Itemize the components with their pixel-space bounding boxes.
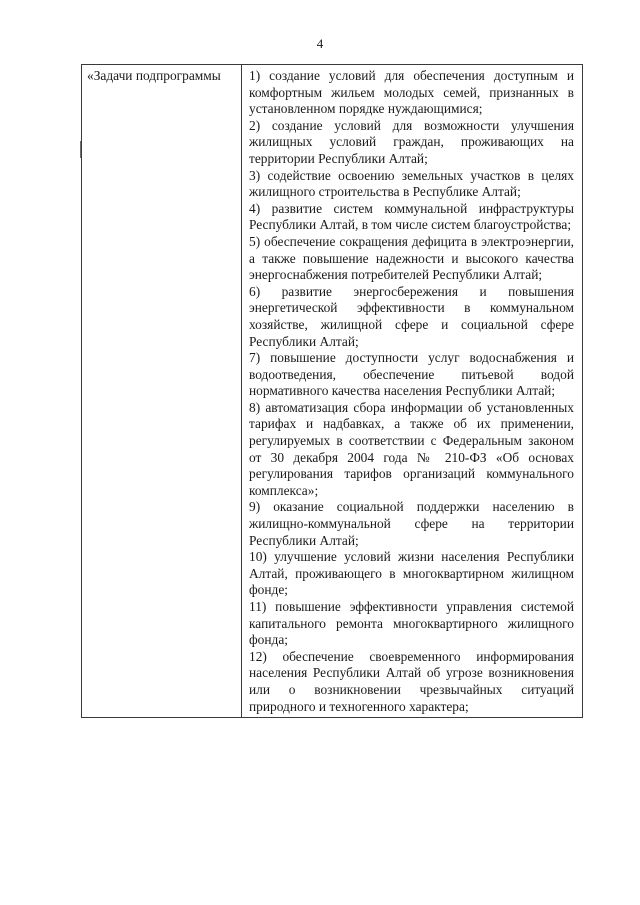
- task-item-1: 1) создание условий для обеспечения доступным и комфортным жильем молодых семей, признанных в установленном порядке нуждающимися;: [249, 68, 574, 117]
- task-item-12: 12) обеспечение своевременного информирования населения Республики Алтай об угрозе возникновения или о возникновении чрезвычайных ситуаций природного и техногенного характера;: [249, 648, 574, 714]
- table-row: [82, 65, 583, 718]
- task-item-10: 10) улучшение условий жизни населения Республики Алтай, проживающего в многоквартирном жилищном фонде;: [249, 549, 574, 598]
- subprogram-tasks-table: [81, 64, 583, 718]
- page-number: 4: [316, 36, 324, 51]
- task-item-4: 4) развитие систем коммунальной инфраструктуры Республики Алтай, в том числе систем благоустройства;: [249, 200, 574, 233]
- task-item-9: 9) оказание социальной поддержки населению в жилищно-коммунальной сфере на территории Республики Алтай;: [249, 499, 574, 548]
- task-item-8: 8) автоматизация сбора информации об установленных тарифах и надбавках, а также об их применении, регулируемых в соответствии с Федеральным законом от 30 декабря 2004 года № 210-ФЗ «Об основах регулирования тарифов организаций коммунального комплекса»;: [249, 399, 574, 498]
- task-item-5: 5) обеспечение сокращения дефицита в электроэнергии, а также повышение надежности и высокого качества энергоснабжения потребителей Республики Алтай;: [249, 233, 574, 283]
- task-item-7: 7) повышение доступности услуг водоснабжения и водоотведения, обеспечение питьевой водой нормативного качества населения Республики Алтай;: [249, 350, 574, 399]
- tasks-heading: «Задачи подпрограммы: [87, 68, 221, 83]
- left-heading-cell: [82, 65, 242, 718]
- task-item-2: 2) создание условий для возможности улучшения жилищных условий граждан, проживающих на территории Республики Алтай;: [249, 117, 574, 166]
- tasks-list-cell: [242, 65, 583, 718]
- task-item-11: 11) повышение эффективности управления системой капитального ремонта многоквартирного жилищного фонда;: [249, 599, 574, 648]
- task-item-6: 6) развитие энергосбережения и повышения энергетической эффективности в коммунальном хозяйстве, жилищной сфере и социальной сфере Республики Алтай;: [249, 283, 574, 349]
- task-item-3: 3) содействие освоению земельных участков в целях жилищного строительства в Республике Алтай;: [249, 167, 574, 200]
